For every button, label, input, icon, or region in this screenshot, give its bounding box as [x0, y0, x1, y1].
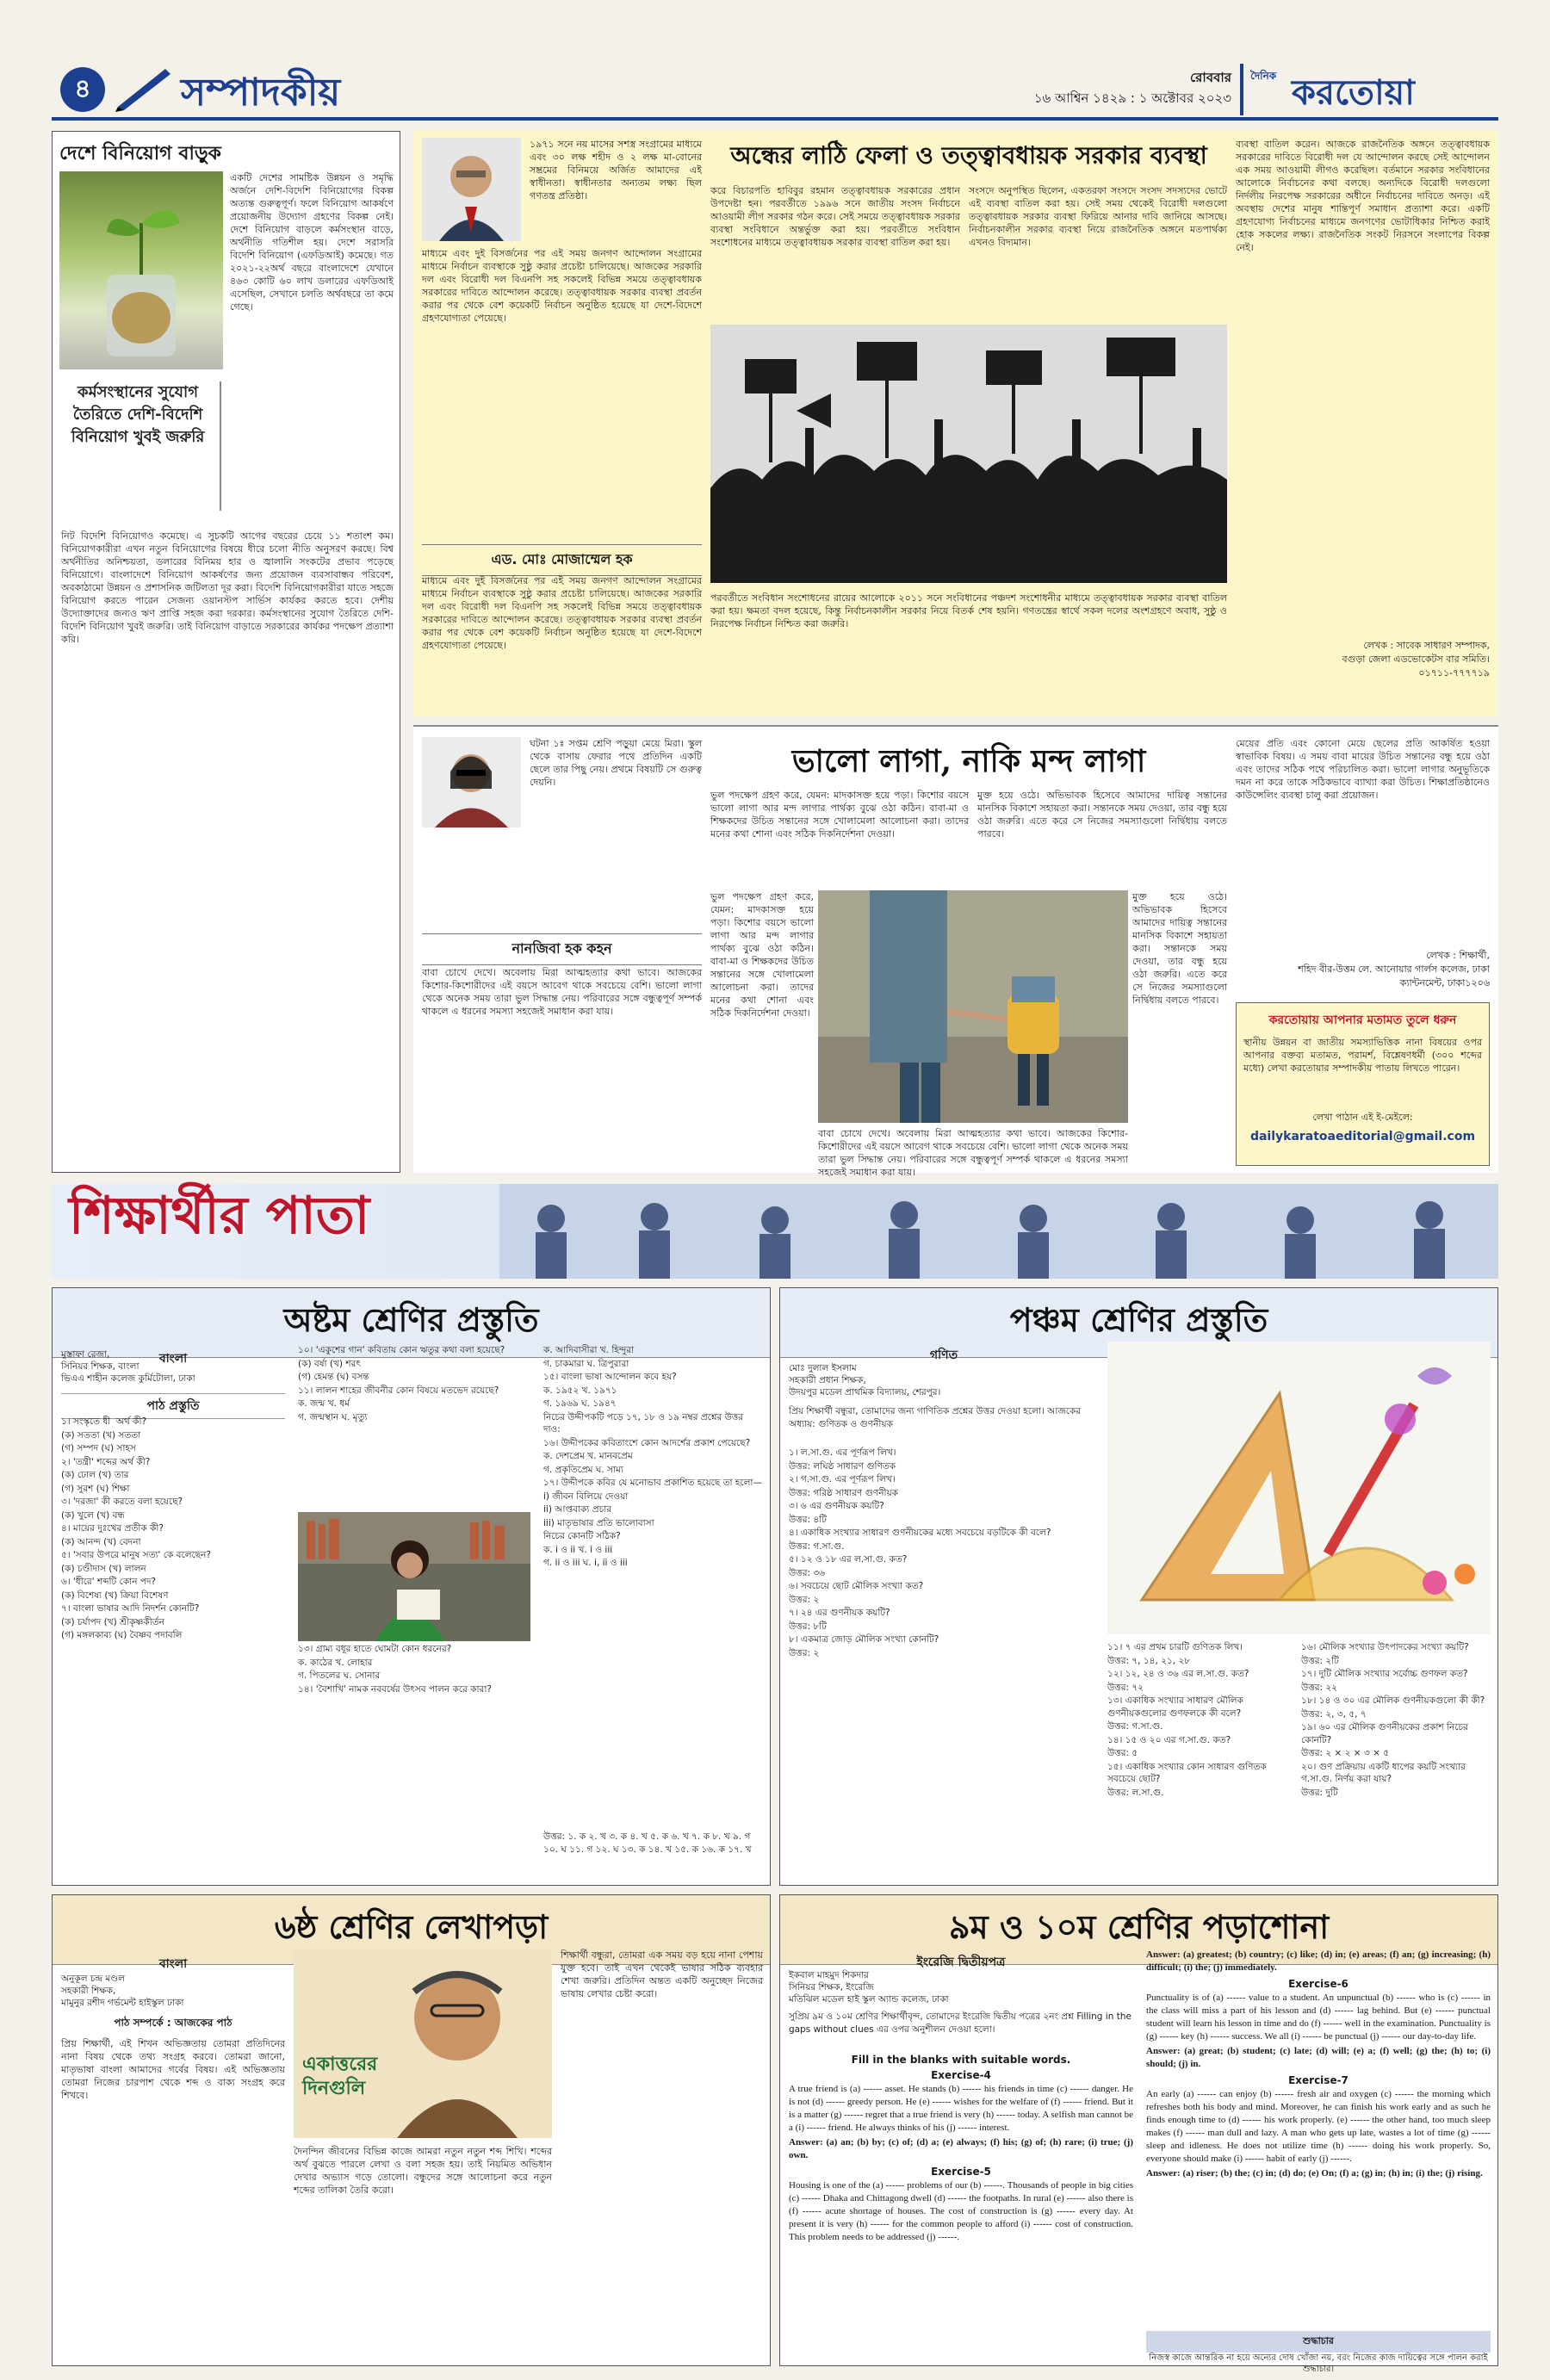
grade5-questions-col1: [789, 1447, 1099, 1881]
oped1-author: এড. মোঃ মোজাম্মেল হক: [422, 544, 702, 576]
opinion-email-link[interactable]: dailykaratoaeditorial@gmail.com: [1249, 1130, 1476, 1144]
question-line: ১৮। ১৪ ও ৩০ এর মৌলিক গুণনীয়কগুলো কী কী?: [1301, 1695, 1485, 1706]
grade9-ex6-title: Exercise-6: [1288, 1978, 1348, 1990]
question-line: ১। সংস্কৃতে ধী ‍ ‍অর্থ কী?: [61, 1416, 147, 1427]
question-line: ক. কাঠের খ. লোহার: [298, 1657, 373, 1668]
question-line: উত্তর: ২ × ২ × ৩ × ৫: [1301, 1748, 1390, 1758]
question-line: উত্তর: ৮টি: [789, 1621, 827, 1632]
grade9-ex6-text: Punctuality is of (a) ------ value to a student. An unpunctual (b) ------ who is (c) ------ in the class will miss a part of his lesson and (d) ------ lag behind. But (e) ------ punctual student will learn his lesson in time and do (f) ------ well in the examination. Punctuality is (g) ------ key (h) ------ success. We all (i) ------ be punctual (j) ------ our day-to-day life.: [1146, 1993, 1491, 2042]
grade9-teacher: [789, 1969, 1133, 2005]
oped2-intro: ঘটনা ১ঃ সপ্তম শ্রেণি পড়ুয়া মেয়ে মিরা। স্কুল থেকে বাসায় ফেরার পথে প্রতিদিন একটি ছেলে তার পিছু নেয়। প্রথমে বিষয়টি সে গুরুত্ব দেয়নি।: [530, 738, 702, 788]
date-label: ১৬ আশ্বিন ১৪২৯ : ১ অক্টোবর ২০২৩: [1033, 90, 1231, 106]
grade6-section: [52, 1894, 771, 2366]
oped1-intro: ১৯৭১ সনে নয় মাসের সশস্ত্র সংগ্রামের মাধ্যমে এবং ৩০ লক্ষ শহীদ ও ২ লক্ষ মা-বোনের সম্ভ্রমের বিনিময়ে অর্জিত আমাদের এই স্বাধীনতা। স্বাধীনতার অন্যতম লক্ষ্য ছিল গণতন্ত্র প্রতিষ্ঠা।: [530, 139, 702, 201]
grade5-subject: গণিত: [929, 1348, 958, 1362]
grade9-ex5-title: Exercise-5: [931, 2166, 991, 2178]
question-line: উত্তর: ৫: [1107, 1748, 1138, 1758]
grade9-teacher-role: সিনিয়র শিক্ষক, ইংরেজি: [789, 1982, 874, 1993]
grade6-teacher: [61, 1973, 285, 2009]
question-line: (ক) বর্ষা (খ) শরৎ: [298, 1358, 361, 1369]
grade9-footnote: [1146, 2331, 1491, 2374]
grade8-questions-col1: [61, 1416, 285, 1881]
oped2-body-mid-2: ভুল পদক্ষেপ গ্রহণ করে, যেমন: মাদকাসক্ত হয়ে পড়া। কিশোর বয়সে ভালো লাগা আর মন্দ লাগার পার্থক্য বুঝে ওঠা কঠিন। বাবা-মা ও শিক্ষকদের উচিত সন্তানের সঙ্গে খোলামেলা আলোচনা করা। তাদের মনের কথা শোনা এবং সঠিক দিকনির্দেশনা দেওয়া।: [710, 891, 814, 1019]
question-line: গ. পিতলের ঘ. সোনার: [298, 1670, 381, 1681]
grade6-subject: বাংলা: [158, 1957, 188, 1971]
oped2-body-far-right: মেয়ের প্রতি এবং কোনো মেয়ে ছেলের প্রতি আকর্ষিত হওয়া স্বাভাবিক বিষয়। এ সময় বাবা মায়ের উচিত সন্তানের বন্ধু হয়ে ওঠা এবং তাদের সঠিক পথে পরিচালিত করা। ভালো লাগার অনুভূতিকে দমন না করে তাকে সঠিকভাবে ব্যাখ্যা করা উচিত। শিক্ষাপ্রতিষ্ঠানেও কাউন্সেলিং ব্যবস্থা চালু করা প্রয়োজন।: [1236, 738, 1490, 801]
grade8-questions-col3: [543, 1344, 763, 1826]
oped1-body-right: সংসদে অনুপস্থিত ছিলেন, একতরফা সংসদে সংসদ সদস্যদের ভোটে এই ব্যবস্থা বাতিল করা হয়। সেই সময় থেকেই বিরোধী দলগুলো তত্ত্বাবধায়ক সরকার ব্যবস্থা ফিরিয়ে আনার দাবি জানিয়ে আসছে। নির্বাচনকালীন সরকার ব্যবস্থা নিয়ে রাজনৈতিক অঙ্গনে মতপার্থক্য এখনও বিদ্যমান।: [969, 185, 1227, 248]
question-line: ১৩। গ্রাম্য বধূর হাতে ঘোমটা কোন ধরনের?: [298, 1644, 452, 1654]
grade8-teacher-name: মুস্তাফা রেজা,: [61, 1349, 110, 1360]
grade9-section: [779, 1894, 1498, 2374]
question-line: ক. জন্ম খ. ধর্ম: [298, 1398, 350, 1409]
grade5-teacher-name: মোঃ দুলাল ইসলাম: [789, 1363, 857, 1373]
question-line: (ক) সততা (খ) সততা: [61, 1429, 141, 1441]
masthead-prefix: দৈনিক: [1250, 70, 1277, 82]
grade9-ex7-answer: Answer: (a) riser; (b) the; (c) in; (d) do; (e) On; (f) a; (g) in; (h) in; (i) the; (j) rising.: [1146, 2168, 1483, 2179]
question-line: ১০। 'একুশের গান' কবিতায় কোন ঋতুর কথা বলা হয়েছে?: [298, 1345, 505, 1355]
question-line: ক. i ও ii খ. i ও iii: [543, 1544, 613, 1555]
grade9-footnote-text: নিজস্ব কাজে আন্তরিক না হয়ে অন্যের দোষ খোঁজা নয়, বরং নিজের কাজ দায়িত্বের সঙ্গে পালন করাই শুদ্ধাচার।: [1149, 2353, 1488, 2374]
oped2-section: [413, 725, 1498, 1178]
grade5-questions-col2: [1107, 1641, 1293, 1882]
question-line: গ. ii ও iii ঘ. i, ii ও iii: [543, 1558, 628, 1568]
masthead-name: করতোয়া: [1292, 72, 1415, 113]
grade6-body-col2: দৈনন্দিন জীবনের বিভিন্ন কাজে আমরা নতুন নতুন শব্দ শিখি। শব্দের অর্থ বুঝতে পারলে লেখা ও বলা সহজ হয়। তাই নিয়মিত অভিধান দেখার অভ্যাস গড়ে তোলো। বন্ধুদের সঙ্গে আলোচনা করে নতুন শব্দের তালিকা তৈরি করো।: [294, 2146, 552, 2196]
oped2-signature-line3: ক্যান্টনমেন্ট, ঢাকা১২০৬: [1399, 977, 1490, 989]
oped1-signature-line2: বগুড়া জেলা এডভোকেটস বার সমিতি।: [1342, 654, 1490, 665]
question-line: ii) আপ্তবাক্য প্রচার: [543, 1504, 612, 1515]
question-line: (গ) সম্পদ (ঘ) সাহস: [61, 1443, 136, 1453]
oped1-signature: [1236, 639, 1490, 680]
oped2-body-bottom: বাবা চোখে দেখে। অবেলায় মিরা আত্মহত্যার কথা ভাবে। আজকের কিশোর-কিশোরীদের এই বয়সে আবেগ থাকে সবচেয়ে বেশি। ভালো লাগা থেকে অনেক সময় তারা ভুল সিদ্ধান্ত নেয়। পরিবারের সঙ্গে বন্ধুত্বপূর্ণ সম্পর্ক থাকলে এ ধরনের সমস্যা সহজেই সমাধান করা যায়।: [818, 1128, 1128, 1178]
question-line: উত্তর: গ.সা.গু.: [789, 1540, 845, 1552]
question-line: ৬। সবচেয়ে ছোট মৌলিক সংখ্যা কত?: [789, 1581, 924, 1591]
grade6-body-col3: শিক্ষার্থী বন্ধুরা, তোমরা এক সময় বড় হয়ে নানা পেশায় যুক্ত হবে। তাই এখন থেকেই ভাষার সঠিক ব্যবহার শেখা জরুরি। প্রতিদিন অন্তত একটি অনুচ্ছেদ নিজের ভাষায় লেখার চেষ্টা করো।: [561, 1949, 763, 1999]
question-line: ১১। লালন শাহের জীবনীর কোন বিষয়ে মতভেদ রয়েছে?: [298, 1385, 499, 1396]
grade9-heading: ৯ম ও ১০ম শ্রেণির পড়াশোনা: [780, 1895, 1497, 1965]
oped1-section: [413, 131, 1498, 716]
oped1-body-left: মাধ্যমে এবং দুই বিসর্জনের পর এই সময় জনগণ আন্দোলন সংগ্রামের মাধ্যমে নির্বাচন ব্যবস্থাকে সুষ্ঠু করার প্রচেষ্টা চালিয়েছে। আজকের সরকারি দল এবং বিরোধী দল বিএনপি সহ সকলেই বিভিন্ন সময়ে তত্ত্বাবধায়ক সরকারের দাবিতে আন্দোলন করেছে। তত্ত্বাবধায়ক সরকার ব্যবস্থা প্রবর্তন করার পর থেকে বেশ কয়েকটি নির্বাচন অনুষ্ঠিত হয়েছে যা দেশে-বিদেশে গ্রহণযোগ্যতা পেয়েছে।: [422, 248, 702, 324]
education-banner-title: শিক্ষার্থীর পাতা: [69, 1186, 370, 1246]
author-photo-1: [422, 138, 521, 241]
oped2-headline: ভালো লাগা, নাকি মন্দ লাগা: [791, 743, 1146, 779]
question-line: ১৪। ১৫ ও ২০ এর গ.সা.গু. কত?: [1107, 1734, 1231, 1745]
question-line: উত্তর: ২: [789, 1594, 820, 1605]
oped2-author: নানজিবা হক কহন: [422, 933, 702, 965]
question-line: ৪। একাধিক সংখ্যার সাধারণ গুণনীয়কের মধ্যে সবচেয়ে বড়টিকে কী বলে?: [789, 1528, 1051, 1538]
question-line: ১৭। দুটি মৌলিক সংখ্যার সর্বোচ্চ গুণফল কত?: [1301, 1669, 1468, 1679]
question-line: উত্তর: ল.সা.গু.: [1107, 1787, 1164, 1798]
grade6-teacher-role: সহকারী শিক্ষক,: [61, 1986, 116, 1996]
plant-coins-image: [59, 171, 223, 369]
oped1-body-mid: করে বিচারপতি হাবিবুর রহমান তত্ত্বাবধায়ক সরকারের প্রধান উপদেষ্টা হন। পরবর্তীতে ১৯৯৬ সনে জাতীয় সংসদ নির্বাচনে আওয়ামী লীগ সরকার গঠন করে। সেই সময়ে তত্ত্বাবধায়ক সরকার ব্যবস্থা সংবিধানে অন্তর্ভুক্ত করা হয়। পরবর্তীতে সংবিধান সংশোধনের মাধ্যমে তত্ত্বাবধায়ক সরকার ব্যবস্থা বাতিল করা হয়।: [710, 185, 960, 248]
oped2-body-left: বাবা চোখে দেখে। অবেলায় মিরা আত্মহত্যার কথা ভাবে। আজকের কিশোর-কিশোরীদের এই বয়সে আবেগ থাকে সবচেয়ে বেশি। ভালো লাগা থেকে অনেক সময় তারা ভুল সিদ্ধান্ত নেয়। পরিবারের সঙ্গে বন্ধুত্বপূর্ণ সম্পর্ক থাকলে এ ধরনের সমস্যা সহজেই সমাধান করা যায়।: [422, 967, 702, 1017]
grade5-teacher: [789, 1362, 1099, 1398]
question-line: গ. প্রকৃতিপ্রেম ঘ. সাম্য: [543, 1464, 623, 1475]
editorial-pullquote: কর্মসংস্থানের সুযোগ তৈরিতে দেশি-বিদেশি বিনিয়োগ খুবই জরুরি: [61, 381, 221, 511]
editorial-title: দেশে বিনিয়োগ বাড়ুক: [59, 142, 221, 164]
opinion-box-body: স্থানীয় উন্নয়ন বা জাতীয় সমস্যাভিত্তিক নানা বিষয়ের ওপর আপনার বক্তব্য মতামত, পরামর্শ, বিশ্লেষণধর্মী (৩০০ শব্দের মধ্যে) লেখা করতোয়ার সম্পাদকীয় পাতায় লিখতে পারেন।: [1243, 1037, 1482, 1074]
father-child-walking-image: [818, 890, 1128, 1123]
grade5-section: [779, 1287, 1498, 1886]
grade8-school: ভিএএ শাহীন কলেজ কুর্মিটোলা, ঢাকা: [61, 1373, 195, 1384]
question-line: ৭। ২৪ এর গুণনীয়ক কয়টি?: [789, 1608, 890, 1618]
grade9-ex4-answer: Answer: (a) an; (b) by; (c) of; (d) a; (e) always; (f) his; (g) of; (h) rare; (i) true; (j) own.: [789, 2137, 1133, 2160]
header-rule: [52, 117, 1498, 121]
question-line: ১২। ১২, ২৪ ও ৩৬ এর ল.সা.গু. কত?: [1107, 1669, 1249, 1679]
opinion-box-title: করতোয়ায় আপনার মতামত তুলে ধরুন: [1268, 1013, 1457, 1027]
question-line: ১৫। বাংলা ভাষা আন্দোলন কবে হয়?: [543, 1372, 677, 1382]
grade5-heading: পঞ্চম শ্রেণির প্রস্তুতি: [780, 1288, 1497, 1358]
oped2-signature-line2: শহিদ বীর-উত্তম লে. আনোয়ার গার্লস কলেজ, ঢাকা: [1298, 964, 1490, 975]
question-line: উত্তর: গ.সা.গু.: [1107, 1721, 1163, 1732]
grade9-footnote-label: শুদ্ধাচার: [1146, 2331, 1491, 2352]
question-line: ১১। ৭ এর প্রথম চারটি গুণিতক লিখ।: [1107, 1642, 1243, 1652]
question-line: ৫। 'সবার উপরে মানুষ সত্য' কে বলেছেন?: [61, 1550, 211, 1560]
oped2-signature-line1: লেখক : শিক্ষার্থী,: [1426, 950, 1490, 961]
question-line: উত্তর: ২: [789, 1647, 820, 1658]
question-line: গ. ১৯৬৯ ঘ. ১৯৪৭: [543, 1398, 617, 1409]
question-line: ১। ল.সা.গু. এর পূর্ণরূপ লিখ।: [789, 1447, 896, 1458]
question-line: ১৪। 'বৈশাখি' নামক নববর্ষের উৎসব পালন করে কারা?: [298, 1683, 492, 1695]
question-line: ৫। ১২ ও ১৮ এর ল.সা.গু. কত?: [789, 1554, 908, 1565]
question-line: i) জীবন বিলিয়ে দেওয়া: [543, 1491, 629, 1502]
grade9-intro: সুপ্রিয় ৯ম ও ১০ম শ্রেণির শিক্ষার্থীবৃন্দ, তোমাদের ইংরেজি দ্বিতীয় পত্রের ২নং প্রশ্ন Filling in the gaps without clues এর ওপর অনুশীলন দেওয়া হলো।: [789, 2011, 1132, 2035]
author-photo-2: [422, 737, 521, 827]
question-line: (গ) মঙ্গলকাব্য (ঘ) বৈষ্ণব পদাবলি: [61, 1630, 183, 1640]
grade9-instruction: Fill in the blanks with suitable words.: [851, 2054, 1071, 2066]
question-line: উত্তর: ২২: [1301, 1682, 1337, 1693]
pen-icon: [114, 62, 174, 114]
question-line: উত্তর: ২টি: [1301, 1655, 1339, 1666]
question-line: ১৬। উদ্দীপকের কবিতাংশে কোন আদর্শের প্রকাশ পেয়েছে?: [543, 1437, 751, 1448]
oped1-body-bottom: পরবর্তীতে সংবিধান সংশোধনের রায়ের আলোকে ২০১১ সনে সংবিধানের পঞ্চদশ সংশোধনীর মাধ্যমে তত্ত্বাবধায়ক সরকার ব্যবস্থা বাতিল করা হয়। ক্ষমতা বদল হয়েছে, কিন্তু নির্বাচনকালীন সরকার নিয়ে বিতর্ক শেষ হয়নি। গণতন্ত্রের স্বার্থে সকল দলের অংশগ্রহণে অবাধ, সুষ্ঠু ও নিরপেক্ষ নির্বাচন নিশ্চিত করা জরুরি।: [710, 592, 1227, 629]
page-number: ৪: [60, 67, 105, 112]
grade9-ex5-text: Housing is one of the (a) ------ problems of our (b) ------. Thousands of people in big cities (c) ------ Dhaka and Chittagong dwell (d) ------ the footpaths. In rural (e) ------ also there is (f) ------ acute shortage of houses. The cost of construction is (g) ------ every day. At present it is very (h) ------ for the common people to afford (i) ------ cost of construction. This problem needs to be addressed (j) ------.: [789, 2180, 1133, 2242]
protest-silhouette-image: [710, 325, 1227, 583]
question-line: ২। 'তন্ত্রী' শব্দের অর্থ কী?: [61, 1456, 151, 1467]
grade5-questions-col3: [1301, 1641, 1491, 1882]
question-line: গ. জন্মস্থান ঘ. মৃত্যু: [298, 1411, 368, 1422]
grade6-lesson-label: পাঠ সম্পর্কে : আজকের পাঠ: [114, 2017, 232, 2029]
book-poster-image: [294, 1949, 552, 2138]
question-line: ৭। বাংলা ভাষার আদি নিদর্শন কোনটি?: [61, 1603, 200, 1614]
grade9-subject: ইংরেজি দ্বিতীয়পত্র: [916, 1955, 1006, 1969]
grade9-col1: [789, 2050, 1133, 2362]
question-line: (ক) খুলে (খ) বন্ধ: [61, 1509, 125, 1521]
question-line: নিচের কোনটি সঠিক?: [543, 1531, 621, 1541]
oped2-body-mid: ভুল পদক্ষেপ গ্রহণ করে, যেমন: মাদকাসক্ত হয়ে পড়া। কিশোর বয়সে ভালো লাগা আর মন্দ লাগার পার্থক্য বুঝে ওঠা কঠিন। বাবা-মা ও শিক্ষকদের উচিত সন্তানের সঙ্গে খোলামেলা আলোচনা করা। তাদের মনের কথা শোনা এবং সঠিক দিকনির্দেশনা দেওয়া।: [710, 790, 969, 840]
question-line: ৩। 'দরজা' কী করতে বলা হয়েছে?: [61, 1497, 183, 1507]
question-line: ৮। একমাত্র জোড় মৌলিক সংখ্যা কোনটি?: [789, 1634, 939, 1645]
grade8-teacher-role: সিনিয়র শিক্ষক, বাংলা: [61, 1361, 140, 1372]
question-line: নিচের উদ্দীপকটি পড়ে ১৭, ১৮ ও ১৯ নম্বর প্রশ্নের উত্তর দাও:: [543, 1411, 744, 1435]
question-line: ১৯। ৬০ এর মৌলিক গুণনীয়কের প্রকাশ নিচের কোনটি?: [1301, 1722, 1468, 1745]
opinion-box: [1236, 1002, 1490, 1166]
oped1-body-far-right: ব্যবস্থা বাতিল করেন। আজকে রাজনৈতিক অঙ্গনে তত্ত্বাবধায়ক সরকারের দাবিতে বিরোধী দল যে আন্দোলন করছে সেই আন্দোলন এক সময় আওয়ামী লীগও করেছিল। বর্তমানে সরকার সংবিধানের আলোকে নির্বাচনের কথা বলছে। অন্যদিকে বিরোধী দলগুলো নির্দলীয় নিরপেক্ষ সরকারের অধীনে নির্বাচনের দাবিতে অনড়। এই অবস্থায় দেশের মানুষ শান্তিপূর্ণ সমাধান প্রত্যাশা করে। একটি গ্রহণযোগ্য নির্বাচনের মাধ্যমে জনগণের ভোটাধিকার নিশ্চিত করাই হোক সকলের লক্ষ্য। রাজনৈতিক সংকট নিরসনে সংলাপের বিকল্প নেই।: [1236, 139, 1490, 253]
question-line: (ক) ঢোল (খ) তার: [61, 1470, 129, 1480]
oped1-signature-line3: ০১৭১১-৭৭৭৭১৯: [1418, 667, 1490, 679]
book-poster-title: একাত্তরের দিনগুলি: [302, 2053, 378, 2099]
oped2-body-right-2: মুক্ত হয়ে ওঠে। অভিভাবক হিসেবে আমাদের দায়িত্ব সন্তানের মানসিক বিকাশে সহায়তা করা। সন্তানকে সময় দেওয়া, তার বন্ধু হয়ে ওঠা জরুরি। এতে করে সে নিজের সমস্যাগুলো নির্দ্বিধায় বলতে পারবে।: [1132, 891, 1227, 1006]
grade9-teacher-name: ইকবাল মাহমুদ শিকদার: [789, 1970, 869, 1980]
grade9-ex7-title: Exercise-7: [1288, 2074, 1348, 2086]
education-banner: [52, 1184, 1498, 1279]
grade6-teacher-name: অনুকূল চন্দ্র মণ্ডল: [61, 1974, 125, 1984]
section-title: সম্পাদকীয়: [181, 71, 341, 115]
question-line: গ. চাকমারা ঘ. ত্রিপুরারা: [543, 1358, 629, 1369]
grade8-section: [52, 1287, 771, 1886]
question-line: iii) মাতৃভাষার প্রতি ভালোবাসা: [543, 1517, 654, 1528]
question-line: (ক) চণ্ডীদাস (খ) লালন: [61, 1563, 146, 1574]
grade6-school: মামুনুর রশীদ গর্ভমেন্ট হাইস্কুল ঢাকা: [61, 1998, 184, 2008]
oped2-signature: [1236, 949, 1490, 990]
question-line: ক. আদিবাসীরা খ. হিন্দুরা: [543, 1345, 635, 1355]
question-line: ৬। 'ধীরে' শব্দটি কোন পদ?: [61, 1577, 157, 1587]
oped1-body-left-2: মাধ্যমে এবং দুই বিসর্জনের পর এই সময় জনগণ আন্দোলন সংগ্রামের মাধ্যমে নির্বাচন ব্যবস্থাকে সুষ্ঠু করার প্রচেষ্টা চালিয়েছে। আজকের সরকারি দল এবং বিরোধী দল বিএনপি সহ সকলেই বিভিন্ন সময়ে তত্ত্বাবধায়ক সরকারের দাবিতে আন্দোলন করেছে। তত্ত্বাবধায়ক সরকার ব্যবস্থা প্রবর্তন করার পর থেকে বেশ কয়েকটি নির্বাচন অনুষ্ঠিত হয়েছে যা দেশে-বিদেশে গ্রহণযোগ্যতা পেয়েছে।: [422, 575, 702, 651]
grade8-answers: উত্তর: ১. ক ২. খ ৩. ক ৪. খ ৫. ক ৬. খ ৭. ক ৮. খ ৯. গ ১০. ঘ ১১. গ ১২. ঘ ১৩. ক ১৪. খ ১৫. ক ১৬. ক ১৭. খ: [543, 1831, 752, 1855]
masthead-logo: [1240, 64, 1498, 115]
question-line: (ক) চর্যাপদ (খ) শ্রীকৃষ্ণকীর্তন: [61, 1616, 164, 1627]
oped1-headline: অন্ধের লাঠি ফেলা ও তত্ত্বাবধায়ক সরকার ব্যবস্থা: [730, 141, 1207, 170]
question-line: উত্তর: দুটি: [1301, 1787, 1338, 1798]
question-line: ক. ১৯৫২ খ. ১৯৭১: [543, 1385, 617, 1396]
question-line: ২। গ.সা.গু. এর পূর্ণরূপ লিখ।: [789, 1474, 896, 1484]
question-line: উত্তর: ৪টি: [789, 1514, 827, 1525]
question-line: উত্তর: ৭২: [1107, 1682, 1144, 1693]
question-line: উত্তর: গরিষ্ঠ সাধারণ গুণনীয়ক: [789, 1487, 899, 1498]
grade9-school: মতিঝিল মডেল হাই স্কুল অ্যান্ড কলেজ, ঢাকা: [789, 1994, 949, 2005]
grade9-col2: [1146, 1949, 1491, 2327]
question-line: উত্তর: ৭, ১৪, ২১, ২৮: [1107, 1655, 1191, 1666]
page-header: [0, 0, 1550, 129]
grade9-ex6-answer: Answer: (a) great; (b) student; (c) late; (d) will; (e) a; (f) well; (g) the; (h) to; (i) should; (j) in.: [1146, 2046, 1491, 2069]
question-line: ৪। মায়ের দুঃখের প্রতীক কী?: [61, 1523, 164, 1534]
grade5-teacher-role: সহকারী প্রধান শিক্ষক,: [789, 1375, 866, 1385]
question-line: (গ) হেমন্ত (ঘ) বসন্ত: [298, 1372, 369, 1382]
question-line: ১৬। মৌলিক সংখ্যার উৎপাদকের সংখ্যা কয়টি?: [1301, 1642, 1469, 1652]
oped1-signature-line1: লেখক : সাবেক সাধারণ সম্পাদক,: [1363, 640, 1490, 651]
grade9-ex4-text: A true friend is (a) ------ asset. He stands (b) ------ his friends in time (c) ------ danger. He is not (d) ------ greedy person. He (e) ------ wishes for the welfare of (f) ------ friend. But it is a matter (g) ------ regret that a true friend is very (h) ------ today. A selfish man cannot be a (i) ------ friend. He always thinks of his (j) ------ interest.: [789, 2084, 1134, 2133]
grade8-heading: অষ্টম শ্রেণির প্রস্তুতি: [53, 1288, 770, 1358]
question-line: (ক) আনন্দ (খ) বেদনা: [61, 1536, 141, 1547]
grade5-school: উদয়পুর মডেল প্রাথমিক বিদ্যালয়, শেরপুর।: [789, 1387, 941, 1398]
editorial-body-2: নিট বিদেশি বিনিয়োগও কমেছে। এ সুচকটি আগের বছরের চেয়ে ১১ শতাংশ কম। বিনিয়োগকারীরা এখন নতুন বিনিয়োগের বিষয়ে ধীরে চলো নীতি অনুসরণ করছে। বিশ্ব অর্থনীতির অনিশ্চয়তা, ডলারের বিনিময় হার ও জ্বালানি সংকটের প্রভাব পড়েছে বিনিয়োগে। বাংলাদেশে বিনিয়োগ আকর্ষণের জন্য প্রয়োজন ব্যবসাবান্ধব পরিবেশ, অবকাঠামো উন্নয়ন ও প্রশাসনিক জটিলতা দূর করা। বিদেশি বিনিয়োগকারীরা যাতে সহজে বিনিয়োগ করতে পারেন সেজন্য ওয়ানস্টপ সার্ভিস কার্যকর করতে হবে। দেশীয় উদ্যোক্তাদের জন্যও ঋণ প্রাপ্তি সহজ করা দরকার। কর্মসংস্থানের সুযোগ তৈরিতে দেশি-বিদেশি বিনিয়োগ খুবই জরুরি। তাই বিনিয়োগ বাড়াতে সরকারের কার্যকর পদক্ষেপ প্রত্যাশা করি।: [61, 530, 394, 645]
grade9-ex5-answer: Answer: (a) greatest; (b) country; (c) like; (d) in; (e) areas; (f) an; (g) increasing; (h) difficult; (i) the; (j) immediately.: [1146, 1949, 1491, 1973]
day-label: রোববার: [1190, 70, 1231, 85]
grade6-heading: ৬ষ্ঠ শ্রেণির লেখাপড়া: [53, 1895, 770, 1965]
question-line: উত্তর: ২, ৩, ৫, ৭: [1301, 1708, 1367, 1720]
question-line: ৩। ৬ এর গুণনীয়ক কয়টি?: [789, 1501, 884, 1511]
question-line: ১৫। একাধিক সংখ্যার কোন সাধারণ গুণিতক সবচেয়ে ছোট?: [1107, 1761, 1267, 1784]
editorial-box: [52, 131, 400, 1173]
grade8-subject: বাংলা: [158, 1352, 188, 1366]
dateline: [990, 67, 1231, 108]
grade6-body-col1: প্রিয় শিক্ষার্থী, এই শিখন অভিজ্ঞতায় তোমরা প্রতিদিনের নানা বিষয় থেকে তথ্য সংগ্রহ করবে। তোমরা জানো, মাতৃভাষা বাংলা আমাদের গর্বের বিষয়। এই অভিজ্ঞতায় তোমরা নিজের চারপাশ থেকে শব্দ ও বাক্য সংগ্রহ করে শিখবে।: [61, 2038, 285, 2101]
grade9-ex7-text: An early (a) ------ can enjoy (b) ------ fresh air and oxygen (c) ------ the morning which refreshes both his body and mind. Moreover, he can finish his work early and as such he finds enough time to (d) ------ his work properly. (e) ------ the other hand, too much sleep makes (f) ------ man dull and lazy. A man who gets up late, wastes a lot of time (g) ------ sleep and idleness. He does not utilize time (h) ------ doing his work properly. So, everyone should make (i) ------ habit of early (j) ------.: [1146, 2089, 1491, 2164]
question-line: ক. দেশপ্রেম খ. মানবপ্রেম: [543, 1451, 633, 1461]
question-line: ১৩। একাধিক সংখ্যার সাধারণ মৌলিক গুণনীয়কগুলোর গুণফলকে কী বলে?: [1107, 1695, 1243, 1719]
grade9-ex4-title: Exercise-4: [931, 2069, 991, 2081]
grade8-section-label: পাঠ প্রস্তুতি: [61, 1393, 285, 1419]
editorial-body-1: একটি দেশের সামষ্টিক উন্নয়ন ও সমৃদ্ধি অর্জনে দেশি-বিদেশি বিনিয়োগের বিকল্প অত্যন্ত গুরুত্বপূর্ণ। ফলে বিনিয়োগ আকর্ষণে প্রয়োজনীয় উদ্যোগ গ্রহণের বিকল্প নেই। দেশে বিনিয়োগ বাড়লে কর্মসংস্থান বাড়ে, অর্থনীতি গতিশীল হয়। দেশে সরাসরি বিদেশি বিনিয়োগ (এফডিআই) কমেছে। গত ২০২১-২২অর্থ বছরে বাংলাদেশে যেখানে ৪৬৩ কোটি ৬০ লাখ ডলারের এফডিআই এসেছিল, সেখানে চলতি অর্থবছরে তা কমে গেছে।: [230, 172, 394, 313]
students-banner-image: [499, 1184, 1498, 1279]
oped2-body-right: মুক্ত হয়ে ওঠে। অভিভাবক হিসেবে আমাদের দায়িত্ব সন্তানের মানসিক বিকাশে সহায়তা করা। সন্তানকে সময় দেওয়া, তার বন্ধু হয়ে ওঠা জরুরি। এতে করে সে নিজের সমস্যাগুলো নির্দ্বিধায় বলতে পারবে।: [977, 790, 1227, 840]
question-line: (ক) বিশেষ্য (খ) ক্রিয়া বিশেষণ: [61, 1590, 169, 1601]
question-line: ১৭। উদ্দীপকে কবির যে মনোভাব প্রকাশিত হয়েছে তা হলো—: [543, 1478, 762, 1488]
question-line: ২০। গুণ প্রক্রিয়ায় একটি ধাপের কয়টি সংখ্যার গ.সা.গু. নির্ণয় করা যায়?: [1301, 1761, 1466, 1784]
question-line: (গ) সুরশ (ঘ) শিক্ষা: [61, 1483, 130, 1494]
grade5-intro: প্রিয় শিক্ষার্থী বন্ধুরা, তোমাদের জন্য গাণিতিক প্রশ্নের উত্তর দেওয়া হলো। আজকের অধ্যায়: গুণিতক ও গুণনীয়ক: [789, 1406, 1082, 1429]
opinion-box-email-label: লেখা পাঠান এই ই-মেইলে:: [1312, 1112, 1413, 1123]
geometry-tools-image: [1107, 1342, 1491, 1634]
girl-reading-image: [298, 1512, 530, 1641]
question-line: উত্তর: লঘিষ্ঠ সাধারণ গুণিতক: [789, 1460, 896, 1472]
question-line: উত্তর: ৩৬: [789, 1567, 825, 1578]
